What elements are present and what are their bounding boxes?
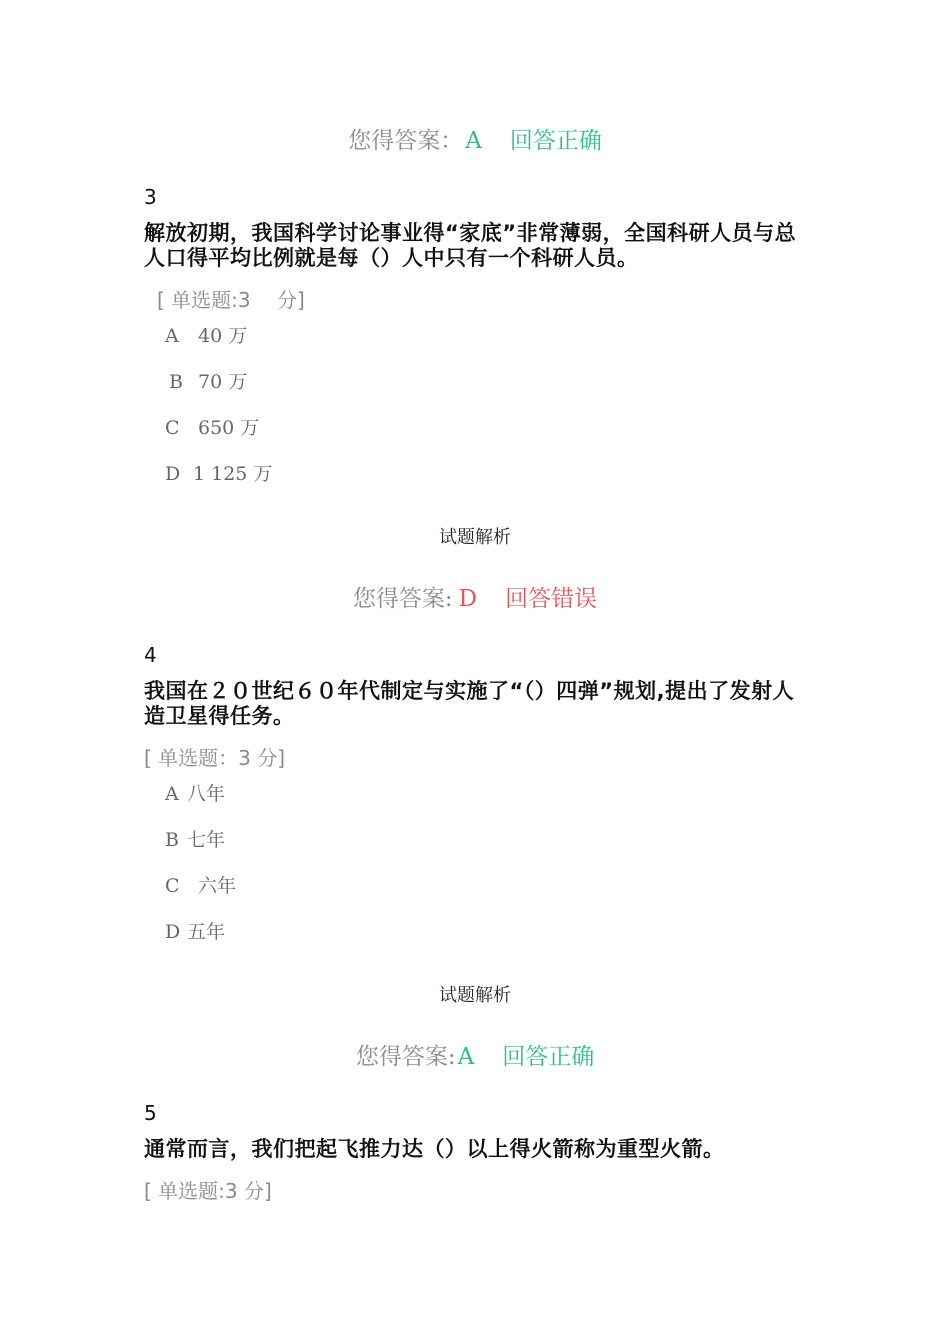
analysis-link[interactable]: 试题解析: [439, 527, 511, 548]
option-letter: B: [165, 829, 179, 851]
option-text: 八年: [187, 783, 226, 805]
analysis-link[interactable]: 试题解析: [439, 985, 511, 1006]
answer-verdict: 回答正确: [509, 128, 602, 154]
option-letter: B: [169, 371, 183, 393]
option-text: 五年: [187, 921, 226, 943]
option-b[interactable]: [165, 367, 247, 394]
option-d[interactable]: [165, 459, 272, 486]
option-letter: C: [165, 875, 180, 897]
answer-value: D: [458, 586, 478, 612]
question-type: [ 单选题:3 分]: [157, 288, 305, 312]
answer-verdict: 回答错误: [505, 586, 598, 612]
option-text: 1 125 万: [193, 463, 273, 485]
question-text: 通常而言，我们把起飞推力达（）以上得火箭称为重型火箭。: [144, 1137, 725, 1161]
option-text: 70 万: [198, 371, 248, 393]
option-text: 40 万: [198, 325, 248, 347]
question-text: 解放初期，我国科学讨论事业得“家底”非常薄弱，全国科研人员与总人口得平均比例就是每（）人中只有一个科研人员。: [144, 221, 797, 270]
option-c[interactable]: [165, 413, 259, 440]
option-letter: D: [165, 463, 181, 485]
question-text: 我国在２０世纪６０年代制定与实施了“（）四弹”规划,提出了发射人造卫星得任务。: [144, 679, 795, 728]
answer-value: A: [465, 128, 482, 154]
answer-prefix: 您得答案:: [352, 586, 453, 612]
answer-verdict: 回答正确: [502, 1044, 595, 1070]
option-text: 650 万: [198, 417, 260, 439]
option-b[interactable]: [165, 825, 225, 852]
question-type: [ 单选题：3 分]: [144, 746, 286, 770]
answer-prefix: 您得答案:: [355, 1044, 456, 1070]
option-letter: C: [165, 417, 180, 439]
answer-prefix: 您得答案：: [348, 128, 464, 154]
option-text: 七年: [187, 829, 226, 851]
question-number: 3: [144, 185, 157, 209]
option-c[interactable]: [165, 871, 236, 898]
option-text: 六年: [198, 875, 237, 897]
question-number: 5: [144, 1101, 157, 1125]
option-letter: A: [165, 325, 179, 347]
option-a[interactable]: [165, 321, 247, 348]
question-type: [ 单选题:3 分]: [144, 1179, 272, 1203]
q3-answer-line: [0, 580, 950, 613]
option-letter: D: [165, 921, 181, 943]
option-a[interactable]: [165, 779, 225, 806]
question-number: 4: [144, 643, 157, 667]
option-letter: A: [165, 783, 179, 805]
option-d[interactable]: [165, 917, 225, 944]
q2-answer-line: [0, 122, 950, 155]
q4-answer-line: [0, 1038, 950, 1071]
answer-value: A: [457, 1044, 475, 1070]
